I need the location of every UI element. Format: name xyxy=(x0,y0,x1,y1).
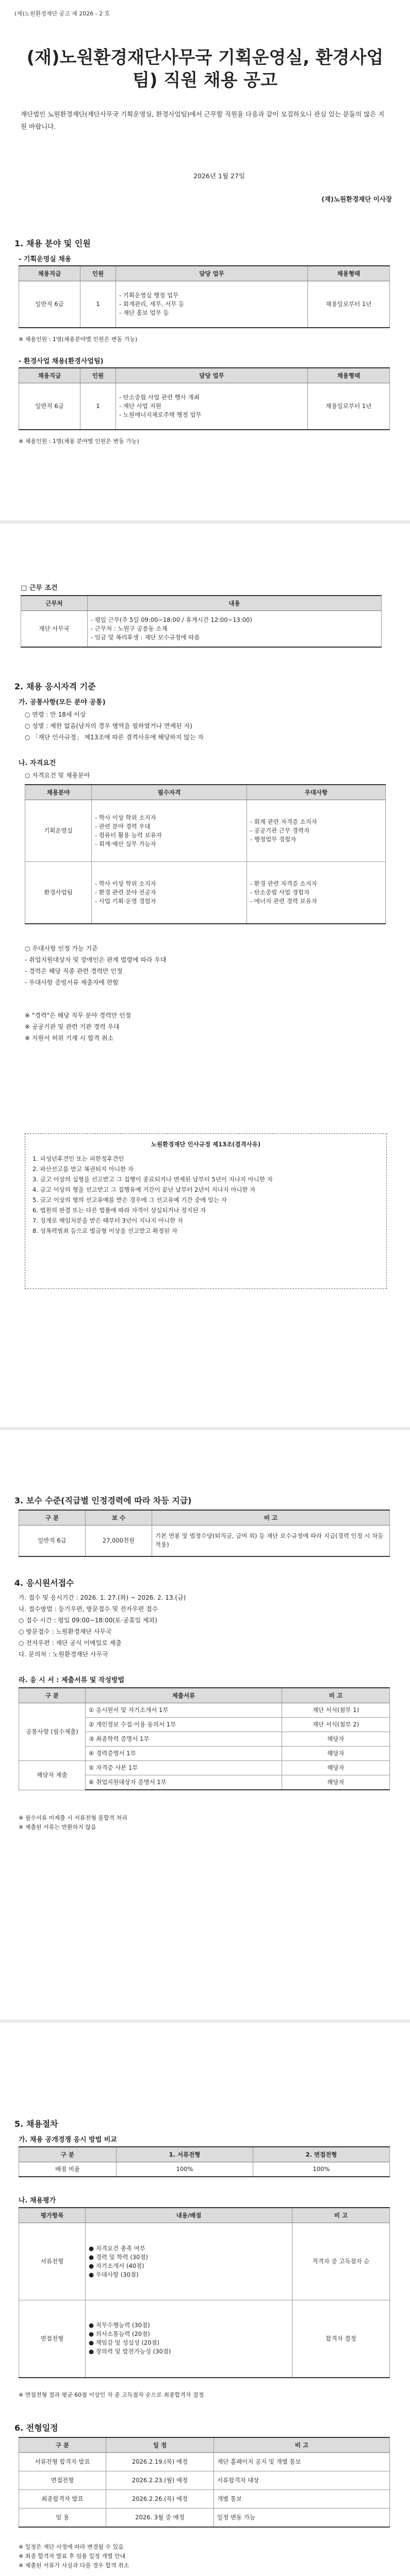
law-item: 6. 법원의 판결 또는 다른 법률에 따라 자격이 상실되거나 정지된 자 xyxy=(32,1207,206,1214)
page-divider xyxy=(0,2020,410,2023)
col-note: 비 고 xyxy=(214,2437,390,2453)
duty-line: - 회계관리, 세무, 서무 등 xyxy=(119,300,185,308)
date-line: 2026년 1월 27일 xyxy=(193,172,245,180)
note-cell: 해당자 xyxy=(282,1761,390,1775)
date-cell: 2026. 3월 중 예정 xyxy=(106,2509,214,2527)
col-rank: 채용직급 xyxy=(19,368,80,383)
item-cell: 서류전형 xyxy=(19,2223,86,2300)
content-line: ● 책임감 및 성실성 (20점) xyxy=(89,2339,160,2347)
content-line: ● 창의력 및 발전가능성 (30점) xyxy=(89,2348,171,2355)
note-line: - 경력은 해당 직종 관련 경력만 인정 xyxy=(25,968,123,975)
col-kind: 구 분 xyxy=(19,1510,86,1526)
kind-cell: 해당자 제출 xyxy=(19,1761,86,1790)
duty-line: - 노원에너지제로주택 행정 업무 xyxy=(119,411,202,418)
col-kind: 구 분 xyxy=(19,1688,86,1703)
duty-line: - 재단 홍보 업무 등 xyxy=(119,309,169,316)
doc-cell: ④ 경력증명서 1부 xyxy=(86,1747,282,1761)
law-item: 8. 성폭력범죄 등으로 벌금형 이상을 선고받고 확정된 자 xyxy=(32,1227,177,1234)
required-line: - 관련 분야 경력 우대 xyxy=(95,822,151,830)
note-line: ※ 필수서류 미제출 시 서류전형 불합격 처리 xyxy=(19,1815,127,1821)
note-line: ※ 제출된 서류가 사실과 다를 경우 합격 취소 xyxy=(19,2562,129,2569)
content-line: ● 우대사항 (30점) xyxy=(89,2270,139,2278)
col-field: 채용분야 xyxy=(25,785,92,800)
col-stage2: 2. 면접전형 xyxy=(253,2147,390,2162)
caution-line: ※ "경력"은 해당 직무 분야 경력만 인정 xyxy=(25,1012,132,1019)
evaluation-heading: 나. 채용평가 xyxy=(19,2197,56,2205)
caution-line: ※ 공공기관 및 관련 기관 경력 우대 xyxy=(25,1023,120,1030)
rank-cell: 일반직 6급 xyxy=(19,383,80,430)
page-divider xyxy=(0,520,410,523)
kind-cell: 서류전형 합격자 발표 xyxy=(19,2453,106,2471)
col-date: 일 정 xyxy=(106,2437,214,2453)
law-item: 4. 금고 이상의 형을 선고받고 그 집행유예 기간이 끝난 날부터 2년이 지나지 아니한 자 xyxy=(32,1186,256,1193)
date-cell: 2026.2.26.(목) 예정 xyxy=(106,2490,214,2509)
content-line: ● 직무수행능력 (30점) xyxy=(89,2321,150,2329)
disqualification-box xyxy=(25,1133,387,1289)
evaluation-table xyxy=(19,2207,390,2378)
planning-table xyxy=(19,265,390,328)
form-cell: 채용일로부터 1년 xyxy=(308,281,390,328)
col-note: 비 고 xyxy=(152,1510,390,1526)
col-kind: 구 분 xyxy=(19,2147,117,2162)
qualification-heading: 나. 자격요건 xyxy=(19,759,56,767)
note-cell: 해당자 xyxy=(282,1732,390,1747)
preferred-line: - 행정업무 경험자 xyxy=(250,836,297,843)
section-1-heading: 1. 채용 분야 및 인원 xyxy=(14,239,91,248)
col-kind: 구 분 xyxy=(19,2437,106,2453)
content-cell xyxy=(86,2223,292,2300)
kind-cell: 공통사항 (필수제출) xyxy=(19,1703,86,1761)
field-cell: 환경사업팀 xyxy=(25,862,92,924)
col-form: 채용형태 xyxy=(308,368,390,383)
law-item: 7. 징계로 해임처분을 받은 때부터 3년이 지나지 아니한 자 xyxy=(32,1217,183,1224)
section-6-heading: 6. 전형일정 xyxy=(14,2423,58,2433)
schedule-notes xyxy=(19,2543,390,2570)
pay-table xyxy=(19,1510,390,1557)
note-line: ○ 우대사항 인정 가능 기준 xyxy=(25,945,98,952)
note-cell: 적격자 중 고득점자 순 xyxy=(292,2223,390,2300)
content-line: ● 경력 및 학력 (30점) xyxy=(89,2253,148,2261)
section-3-heading: 3. 보수 수준(직급별 인정경력에 따라 차등 지급) xyxy=(14,1496,192,1505)
documents-table xyxy=(19,1687,390,1790)
planning-note: ※ 채용인원 : 1명(채용분야별 인원은 변동 가능) xyxy=(19,336,138,343)
issuer-line: (재)노원환경재단 이사장 xyxy=(321,195,392,203)
content-line: ● 자기소개서 (40점) xyxy=(89,2262,144,2269)
doc-cell: ⑤ 자격증 사본 1부 xyxy=(86,1761,282,1775)
content-cell xyxy=(88,611,382,647)
note-cell: 해당자 xyxy=(282,1775,390,1790)
form-cell: 채용일로부터 1년 xyxy=(308,383,390,430)
col-form: 채용형태 xyxy=(308,266,390,281)
env-table xyxy=(19,367,390,430)
col-item: 평가항목 xyxy=(19,2208,86,2223)
law-item: 3. 금고 이상의 실형을 선고받고 그 집행이 종료되거나 면제된 날부터 5년이 지나지 아니한 자 xyxy=(32,1176,273,1183)
section-5-heading: 5. 채용절차 xyxy=(14,2119,58,2129)
stage2-cell: 100% xyxy=(253,2162,390,2177)
count-cell: 1 xyxy=(80,281,116,328)
method-table xyxy=(19,2146,390,2177)
col-duties: 담당 업무 xyxy=(116,368,308,383)
section-2-heading: 2. 채용 응시자격 기준 xyxy=(14,682,96,691)
date-cell: 2026.2.23.(월) 예정 xyxy=(106,2471,214,2490)
evaluation-note: ※ 면접전형 결과 평균 60점 이상인 자 중 고득점자 순으로 최종합격자 결정 xyxy=(19,2392,204,2398)
col-note: 비 고 xyxy=(282,1688,390,1703)
rank-cell: 일반직 6급 xyxy=(19,1526,86,1556)
required-line: - 학사 이상 학위 소지자 xyxy=(95,814,156,821)
preferred-cell xyxy=(247,800,386,862)
note-cell: 재단 서식(첨부 1) xyxy=(282,1703,390,1718)
rank-cell: 일반직 6급 xyxy=(19,281,80,328)
note-cell: 재단 홈페이지 공지 및 개별 통보 xyxy=(214,2453,390,2471)
note-cell: 개별 통보 xyxy=(214,2490,390,2509)
condition-line: - 평일 근무(주 5일 09:00~18:00 / 휴게시간 12:00~13:00) xyxy=(91,616,252,623)
col-count: 인원 xyxy=(80,368,116,383)
note-cell: 서류합격자 대상 xyxy=(214,2471,390,2490)
col-stage1: 1. 서류전형 xyxy=(117,2147,253,2162)
col-preferred: 우대사항 xyxy=(247,785,386,800)
caution-notes xyxy=(25,1010,386,1044)
col-note: 비 고 xyxy=(292,2208,390,2223)
date-cell: 2026.2.19.(목) 예정 xyxy=(106,2453,214,2471)
required-cell xyxy=(92,862,247,924)
pay-note-cell: 기본 연봉 및 법정수당(퇴직금, 급여 외) 등 재단 보수규정에 따라 지급(경력 인정 시 차등 적용) xyxy=(152,1526,390,1556)
document-number: (재)노원환경재단 공고 제 2026 - 2 호 xyxy=(14,10,110,17)
note-cell: 재단 서식(첨부 2) xyxy=(282,1718,390,1732)
application-line: 가. 접수 및 응시기간 : 2026. 1. 27.(화) ~ 2026. 2. 13.(금) xyxy=(19,1594,186,1601)
page-title: (재)노원환경재단사무국 기획운영실, 환경사업팀) 직원 채용 공고 xyxy=(26,47,384,91)
work-conditions-table xyxy=(21,595,382,648)
field-cell: 기획운영실 xyxy=(25,800,92,862)
doc-cell: ① 응시원서 및 자기소개서 1부 xyxy=(86,1703,282,1718)
note-line: ※ 제출된 서류는 반환하지 않음 xyxy=(19,1824,96,1831)
preferred-line: - 공공기관 근무 경력자 xyxy=(250,827,310,834)
note-line: ※ 일정은 재단 사정에 따라 변경될 수 있음 xyxy=(19,2544,124,2550)
item-cell: 면접전형 xyxy=(19,2300,86,2378)
duties-cell xyxy=(116,281,308,328)
count-cell: 1 xyxy=(80,383,116,430)
col-doc: 제출서류 xyxy=(86,1688,282,1703)
required-line: - 컴퓨터 활용 능력 보유자 xyxy=(95,831,162,839)
preferred-line: - 환경 관련 자격증 소지자 xyxy=(250,879,317,887)
col-content: 내용/배점 xyxy=(86,2208,292,2223)
required-line: - 회계·예산 실무 가능자 xyxy=(95,840,156,848)
doc-cell: ③ 최종학력 증명서 1부 xyxy=(86,1732,282,1747)
col-duties: 담당 업무 xyxy=(116,266,308,281)
documents-heading: 라. 응 시 서 : 제출서류 및 작성방법 xyxy=(19,1676,125,1684)
env-note: ※ 채용인원 : 1명(채용 분야별 인원은 변동 가능) xyxy=(19,438,139,445)
common-items xyxy=(25,709,386,743)
application-line: ○ 방문접수 : 노원환경재단 사무국 xyxy=(19,1628,112,1635)
doc-cell: ⑥ 취업지원대상자 증명서 1부 xyxy=(86,1775,282,1790)
common-item: ○ 연령 : 만 18세 이상 xyxy=(25,711,86,718)
law-item: 2. 파산선고를 받고 복권되지 아니한 자 xyxy=(32,1165,134,1173)
application-line: 다. 문의처 : 노원환경재단 사무국 xyxy=(19,1651,108,1658)
schedule-table xyxy=(19,2437,390,2528)
common-item: ○ 성별 : 제한 없음(남자의 경우 병역을 필하였거나 면제된 자) xyxy=(25,722,192,730)
law-item: 5. 금고 이상의 형의 선고유예를 받은 경우에 그 선고유예 기간 중에 있는 자 xyxy=(32,1196,227,1204)
duty-line: - 탄소중립 사업 관련 행사 개최 xyxy=(119,393,200,401)
application-lines xyxy=(19,1592,390,1660)
required-line: - 사업 기획·운영 경험자 xyxy=(95,897,156,905)
condition-line: - 근무처 : 노원구 공릉동 소재 xyxy=(91,624,168,632)
kind-cell: 배점 비율 xyxy=(19,2162,117,2177)
note-line: - 취업지원대상자 및 장애인은 관계 법령에 따라 우대 xyxy=(25,956,167,963)
kind-cell: 임 용 xyxy=(19,2509,106,2527)
col-place: 근무처 xyxy=(21,596,88,611)
preferred-line: - 회계 관련 자격증 소지자 xyxy=(250,818,317,825)
duty-line: - 재단 사업 지원 xyxy=(119,402,161,410)
qualification-notes xyxy=(25,943,386,988)
duty-line: - 기획운영실 행정 업무 xyxy=(119,291,179,299)
col-count: 인원 xyxy=(80,266,116,281)
documents-notes xyxy=(19,1814,390,1832)
application-line: ○ 접수 시간 : 평일 09:00~18:00(토·공휴일 제외) xyxy=(19,1617,157,1624)
condition-line: - 임금 및 복리후생 : 재단 보수규정에 따름 xyxy=(91,633,200,641)
preferred-cell xyxy=(247,862,386,924)
common-item: ○ 「재단 인사규정」 제13조에 따른 결격사유에 해당하지 않는 자 xyxy=(25,734,204,741)
method-heading: 가. 채용 공개경쟁 응시 방법 비교 xyxy=(19,2136,117,2144)
preferred-line: - 탄소중립 사업 경험자 xyxy=(250,888,310,896)
preferred-line: - 에너지 관련 경력 보유자 xyxy=(250,897,317,905)
note-cell: 합격자 결정 xyxy=(292,2300,390,2378)
col-content: 내용 xyxy=(88,596,382,611)
note-cell: 해당자 xyxy=(282,1747,390,1761)
work-conditions-heading: □ 근무 조건 xyxy=(21,584,58,592)
col-rank: 채용직급 xyxy=(19,266,80,281)
page-divider xyxy=(0,1427,410,1430)
env-subheading: - 환경사업 채용(환경사업팀) xyxy=(19,358,104,365)
application-line: 나. 접수방법 : 등기우편, 방문접수 및 전자우편 접수 xyxy=(19,1605,158,1613)
col-pay: 보 수 xyxy=(86,1510,152,1526)
intro-paragraph: 재단법인 노원환경재단(재단사무국 기획운영실, 환경사업팀)에서 근무할 직원을 다음과 같이 모집하오니 관심 있는 분들의 많은 지원 바랍니다. xyxy=(21,110,385,130)
required-cell xyxy=(92,800,247,862)
planning-subheading: - 기획운영실 채용 xyxy=(19,256,72,263)
duties-cell xyxy=(116,383,308,430)
law-title: 노원환경재단 인사규정 제13조(결격사유) xyxy=(151,1141,261,1148)
qualification-table xyxy=(25,784,386,924)
required-line: - 학사 이상 학위 소지자 xyxy=(95,879,156,887)
kind-cell: 면접전형 xyxy=(19,2471,106,2490)
note-cell: 일정 변동 가능 xyxy=(214,2509,390,2527)
stage1-cell: 100% xyxy=(117,2162,253,2177)
pay-cell: 27,000천원 xyxy=(86,1526,152,1556)
qualification-subheading: ○ 자격요건 및 채용분야 xyxy=(25,772,90,779)
content-line: ● 의사소통능력 (20점) xyxy=(89,2330,150,2338)
content-line: ● 자격요건 충족 여부 xyxy=(89,2244,145,2252)
required-line: - 환경 관련 분야 전공자 xyxy=(95,888,156,896)
caution-line: ※ 지원서 허위 기재 시 합격 취소 xyxy=(25,1035,114,1042)
place-cell: 재단 사무국 xyxy=(21,611,88,647)
section-4-heading: 4. 응시원서접수 xyxy=(14,1578,74,1588)
note-line: - 우대사항 증빙서류 제출자에 한함 xyxy=(25,979,119,986)
col-required: 필수자격 xyxy=(92,785,247,800)
common-requirements: 가. 공통사항(모든 분야 공통) xyxy=(19,699,106,706)
doc-cell: ② 개인정보 수집·이용 동의서 1부 xyxy=(86,1718,282,1732)
application-line: ○ 전자우편 : 재단 공식 이메일로 제출 xyxy=(19,1639,122,1647)
law-item: 1. 피성년후견인 또는 피한정후견인 xyxy=(32,1155,124,1162)
note-line: ※ 최종 합격자 발표 후 임용 일정 개별 안내 xyxy=(19,2553,126,2560)
kind-cell: 최종합격자 발표 xyxy=(19,2490,106,2509)
content-cell xyxy=(86,2300,292,2378)
